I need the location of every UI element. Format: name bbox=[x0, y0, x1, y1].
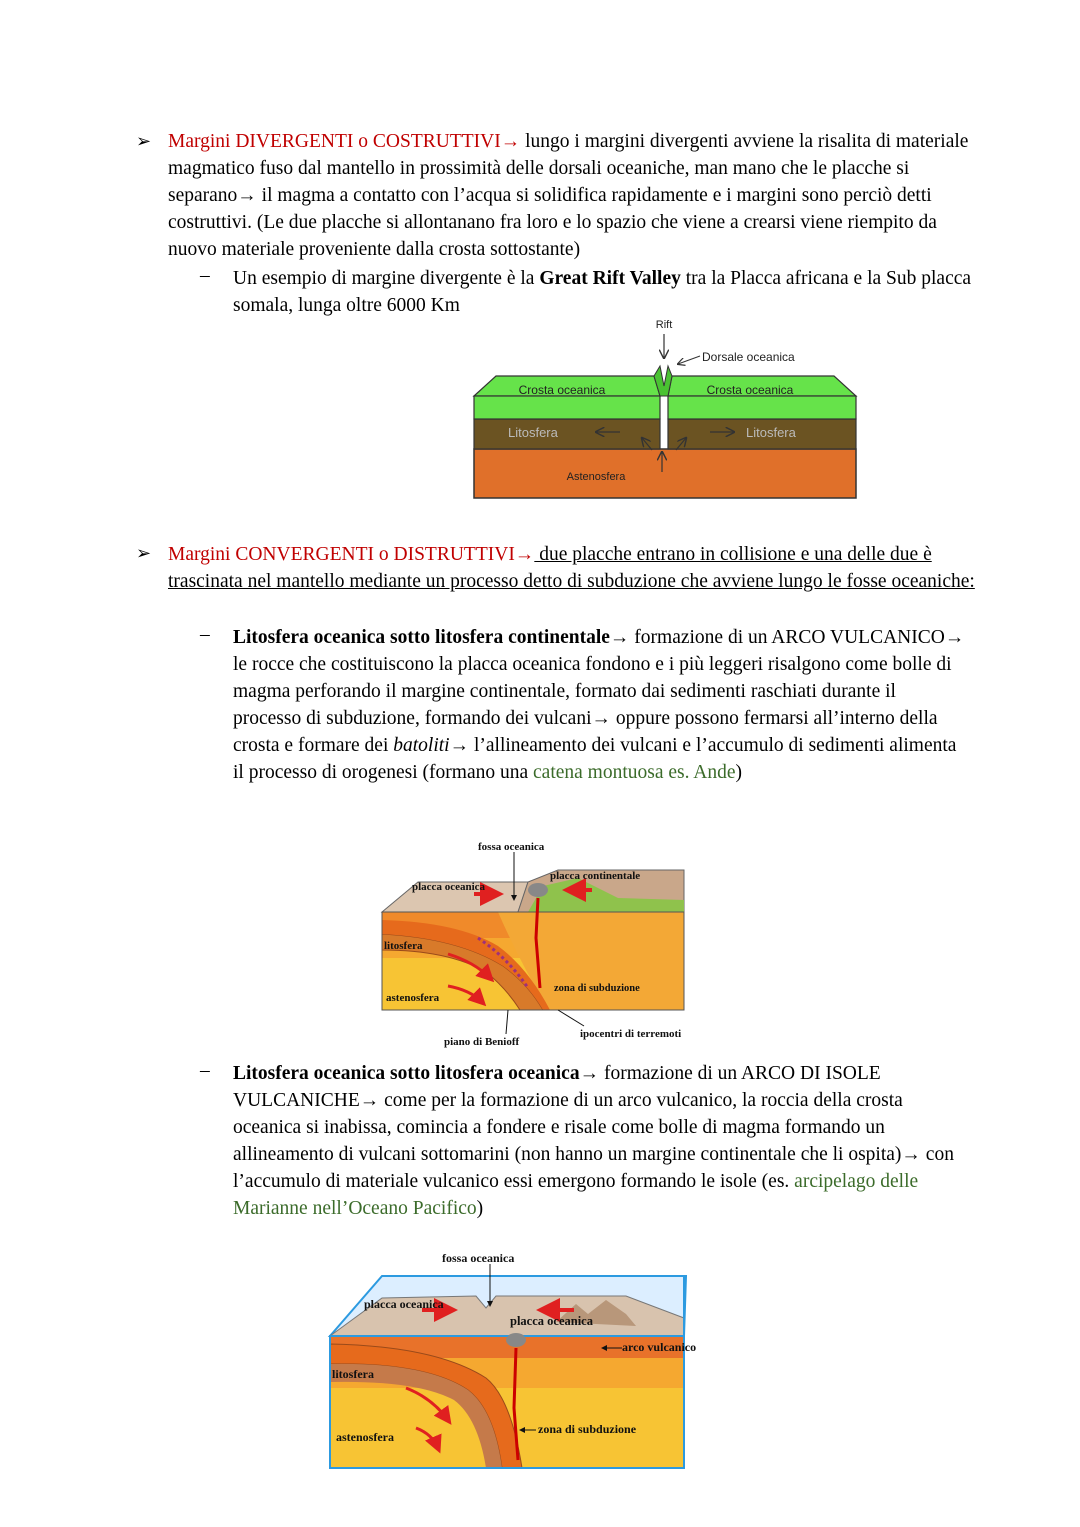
lithosphere-left bbox=[474, 419, 660, 449]
text-oc-cont-3: ) bbox=[735, 762, 743, 783]
batoliti: batoliti bbox=[393, 735, 450, 756]
label-placca-right: placca oceanica bbox=[510, 1314, 593, 1328]
crust-right bbox=[668, 396, 856, 419]
paragraph-rift-example bbox=[233, 265, 978, 319]
subduction-continental-diagram bbox=[378, 838, 708, 1050]
label-rift: Rift bbox=[655, 319, 673, 331]
divergent-margin-diagram bbox=[472, 314, 862, 500]
text-convergent: due placche entrano in collisione e una delle due è trascinata nel mantello mediante un processo detto di subduzione che avviene lungo le fosse oceaniche: bbox=[168, 544, 975, 592]
text-oc-cont-1: formazione di un ARCO VULCANICO→ le rocce che costituiscono la placca oceanica fondono e i più leggeri risalgono come bolle di magma perforando il margine continentale, formato dai sedimenti raschiati durante il processo di subduzione, formando dei vulcani→ oppure possono fermarsi all’interno della crosta e formare dei bbox=[233, 627, 965, 756]
subduction-oceanic-diagram bbox=[326, 1248, 718, 1472]
heading-convergent: Margini CONVERGENTI o DISTRUTTIVI→ bbox=[168, 544, 535, 565]
example-ande: catena montuosa es. Ande bbox=[533, 762, 736, 783]
text-example: Un esempio di margine divergente è la bbox=[233, 268, 540, 289]
crust-left bbox=[474, 396, 660, 419]
text-oc-oc-1: formazione di un ARCO DI ISOLE VULCANICHE→ come per la formazione di un arco vulcanico, la roccia della crosta oceanica si inabissa, comincia a fondere e risale come bolle di magma formando un allineamento di vulcani sottomarini (non hanno un margine continentale che li ospita)→ con l’accumulo di materiale vulcanico essi emergono formando le isole (es. bbox=[233, 1063, 954, 1192]
label-fossa: fossa oceanica bbox=[478, 841, 545, 853]
label-lito-right: Litosfera bbox=[746, 425, 796, 440]
label-zona: zona di subduzione bbox=[554, 983, 640, 994]
text-oc-oc-2: ) bbox=[476, 1198, 484, 1219]
dash-marker: – bbox=[200, 1060, 210, 1081]
label-placca-left: placca oceanica bbox=[364, 1297, 444, 1311]
label-astenosfera: astenosfera bbox=[336, 1430, 394, 1444]
asthenosphere-layer bbox=[474, 449, 856, 498]
label-benioff: piano di Benioff bbox=[444, 1036, 520, 1048]
label-litosfera: litosfera bbox=[332, 1367, 374, 1381]
label-placca-oc: placca oceanica bbox=[412, 881, 486, 893]
label-arco: arco vulcanico bbox=[622, 1340, 697, 1354]
paragraph-oceanic-continental bbox=[233, 624, 968, 786]
label-litosfera: litosfera bbox=[384, 940, 423, 952]
text-oc-cont-2: → l’allineamento dei vulcani e l’accumulo di sedimenti alimenta il processo di orogenesi (formano una bbox=[233, 735, 957, 783]
paragraph-oceanic-oceanic bbox=[233, 1060, 968, 1222]
label-astenosfera: astenosfera bbox=[386, 992, 440, 1004]
label-dorsale: Dorsale oceanica bbox=[702, 350, 795, 364]
heading-oc-oc: Litosfera oceanica sotto litosfera oceanica→ bbox=[233, 1063, 600, 1084]
label-asteno: Astenosfera bbox=[566, 471, 626, 483]
text-example-end: tra la Placca africana e la Sub placca somala, lunga oltre 6000 Km bbox=[233, 268, 972, 316]
example-marianne: arcipelago delle Marianne nell’Oceano Pacifico bbox=[233, 1171, 919, 1219]
text-divergent: lungo i margini divergenti avviene la risalita di materiale magmatico fuso dal mantello in prossimità delle dorsali oceaniche, man mano che le placche si separano→ il magma a contatto con l’acqua si solidifica rapidamente e i margini sono perciò detti costruttivi. (Le due placche si allontanano fra loro e lo spazio che viene a crearsi viene riempito da nuovo materiale proveniente dalla crosta sottostante) bbox=[168, 131, 969, 260]
label-lito-left: Litosfera bbox=[508, 425, 558, 440]
bullet-icon: ➢ bbox=[136, 131, 152, 152]
dash-marker: – bbox=[200, 624, 210, 645]
paragraph-divergent bbox=[168, 128, 980, 263]
label-zona: zona di subduzione bbox=[538, 1422, 637, 1436]
paragraph-convergent bbox=[168, 541, 980, 595]
label-placca-cont: placca continentale bbox=[550, 870, 641, 882]
dash-marker: – bbox=[200, 265, 210, 286]
label-ipocentri: ipocentri di terremoti bbox=[580, 1028, 682, 1040]
great-rift-valley: Great Rift Valley bbox=[539, 268, 681, 289]
label-fossa: fossa oceanica bbox=[442, 1251, 515, 1265]
label-crosta-left: Crosta oceanica bbox=[518, 383, 606, 397]
heading-divergent: Margini DIVERGENTI o COSTRUTTIVI→ bbox=[168, 131, 521, 152]
bullet-icon: ➢ bbox=[136, 543, 152, 564]
heading-oc-cont: Litosfera oceanica sotto litosfera continentale→ bbox=[233, 627, 630, 648]
label-crosta-right: Crosta oceanica bbox=[706, 383, 794, 397]
